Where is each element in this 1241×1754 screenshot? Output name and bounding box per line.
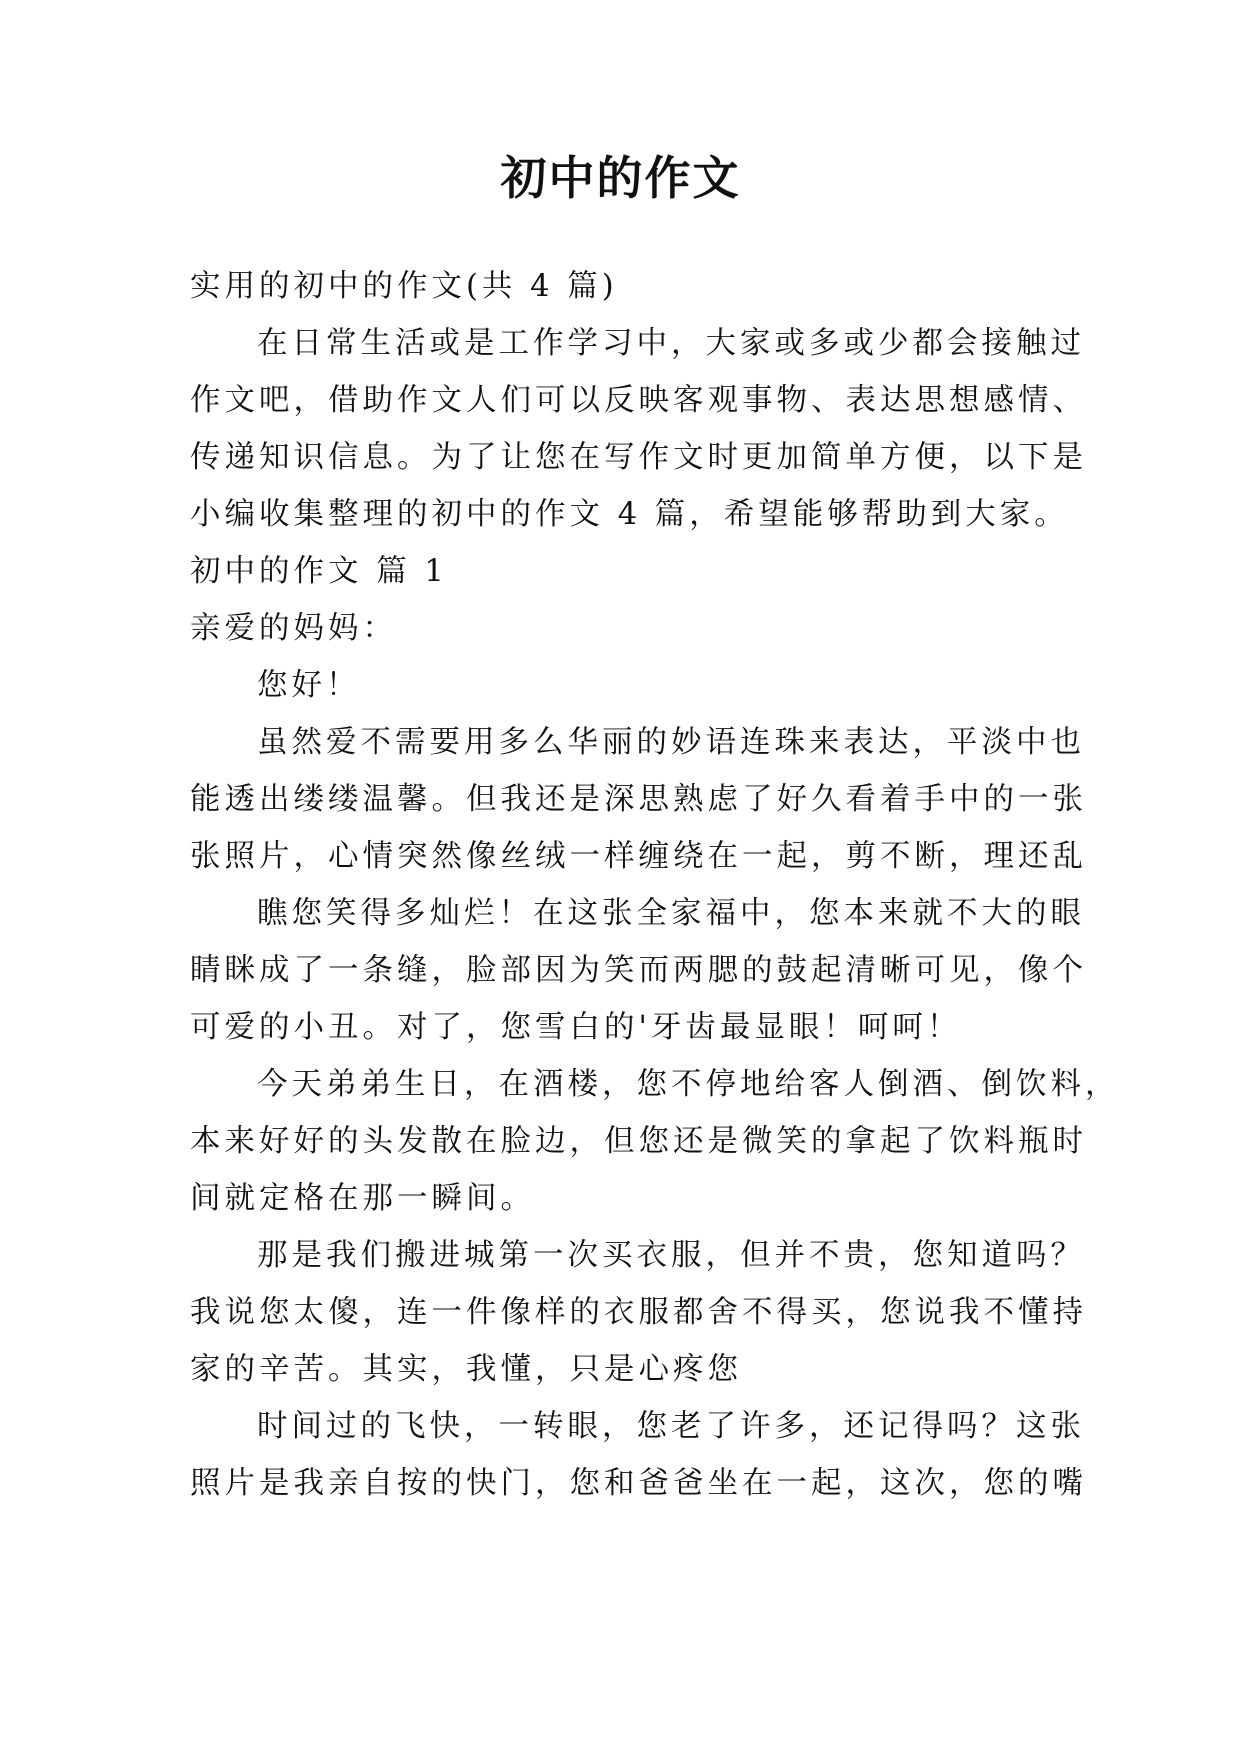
text-line: 我说您太傻，连一件像样的衣服都舍不得买，您说我不懂持 [190,1295,1087,1330]
text-line: 间就定格在那一瞬间。 [190,1181,535,1216]
text-line: 睛眯成了一条缝，脸部因为笑而两腮的鼓起清晰可见，像个 [190,953,1087,988]
text-line: 家的辛苦。其实，我懂，只是心疼您 [190,1352,742,1387]
text-line: 小编收集整理的初中的作文 4 篇，希望能够帮助到大家。 [190,497,1069,532]
text-line: 照片是我亲自按的快门，您和爸爸坐在一起，这次，您的嘴 [190,1466,1087,1501]
text-line: 本来好好的头发散在脸边，但您还是微笑的拿起了饮料瓶时 [190,1124,1087,1159]
text-line: 可爱的小丑。对了，您雪白的'牙齿最显眼！呵呵！ [190,1010,962,1045]
text-line: 今天弟弟生日，在酒楼，您不停地给客人倒酒、倒饮料， [257,1067,1120,1102]
text-line: 在日常生活或是工作学习中，大家或多或少都会接触过 [257,326,1085,361]
text-line: 传递知识信息。为了让您在写作文时更加简单方便，以下是 [190,440,1087,475]
text-line: 您好！ [257,668,361,703]
document-body [190,258,1120,1512]
text-line: 作文吧，借助作文人们可以反映客观事物、表达思想感情、 [190,383,1087,418]
text-line: 能透出缕缕温馨。但我还是深思熟虑了好久看着手中的一张 [190,782,1087,817]
text-line: 瞧您笑得多灿烂！在这张全家福中，您本来就不大的眼 [257,896,1085,931]
text-line: 那是我们搬进城第一次买衣服，但并不贵，您知道吗？ [257,1238,1085,1273]
text-line: 实用的初中的作文(共 4 篇) [190,269,618,304]
text-line: 张照片，心情突然像丝绒一样缠绕在一起，剪不断，理还乱 [190,839,1087,874]
document-title: 初中的作文 [500,151,741,205]
text-line: 亲爱的妈妈： [190,611,397,646]
text-line: 时间过的飞快，一转眼，您老了许多，还记得吗？这张 [257,1409,1085,1444]
text-line: 初中的作文 篇 1 [190,554,448,589]
text-line: 虽然爱不需要用多么华丽的妙语连珠来表达，平淡中也 [257,725,1085,760]
